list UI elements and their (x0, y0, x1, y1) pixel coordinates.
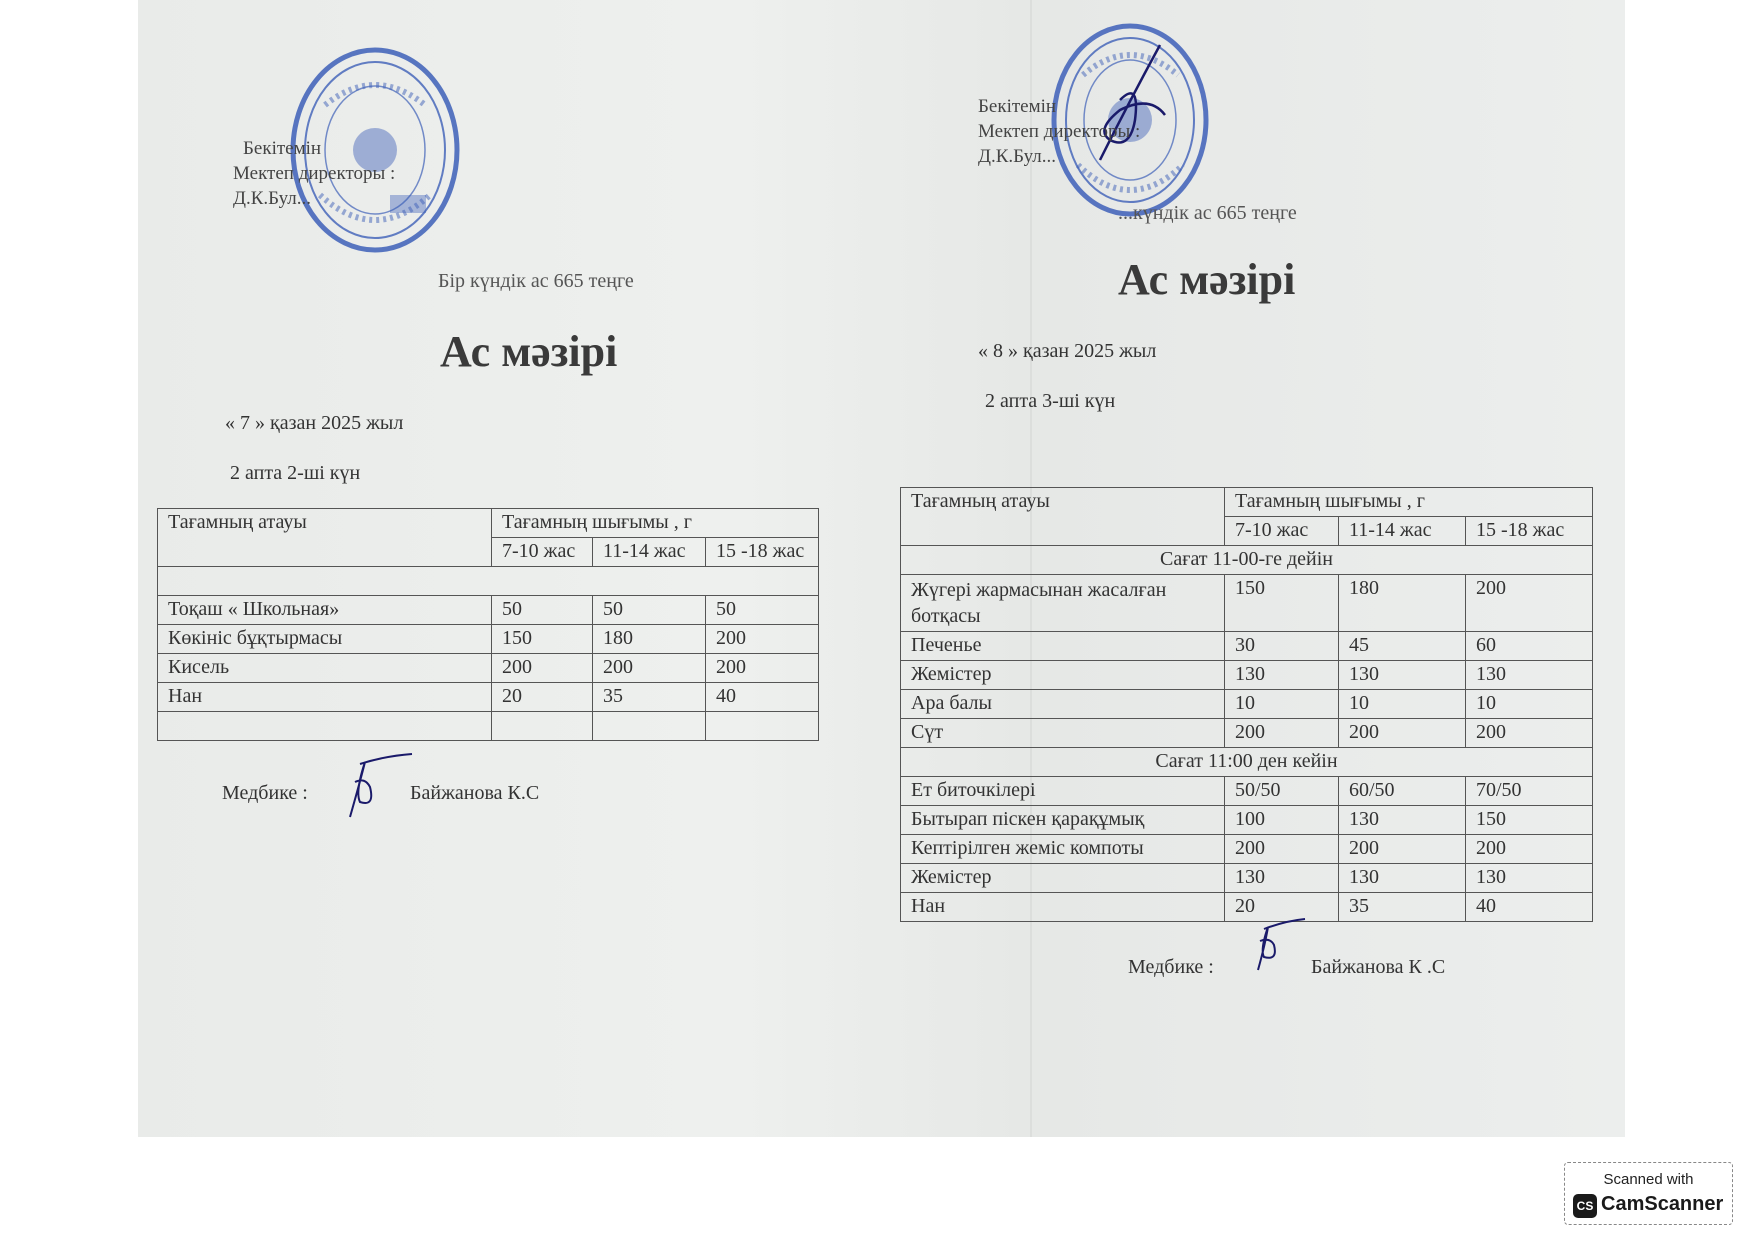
amount: 180 (1339, 575, 1466, 632)
amount: 200 (1225, 719, 1339, 748)
amount: 50 (706, 596, 819, 625)
dish-name: Ет биточкілері (901, 777, 1225, 806)
table-row (901, 575, 1593, 632)
dish-name: Кептірілген жеміс компоты (901, 835, 1225, 864)
nurse-name-left: Байжанова К.С (410, 782, 540, 804)
header-dish-name: Тағамның атауы (158, 509, 492, 567)
menu-title-right: Ас мәзірі (1118, 255, 1296, 304)
daily-cost-left: Бір күндік ас 665 теңге (438, 270, 634, 292)
approval-line3: Д.К.Бул... (978, 146, 1056, 167)
dish-name: Сүт (901, 719, 1225, 748)
amount: 130 (1339, 661, 1466, 690)
nurse-label-right: Медбике : (1128, 956, 1214, 978)
amount: 20 (1225, 893, 1339, 922)
amount: 60/50 (1339, 777, 1466, 806)
table-row (158, 654, 819, 683)
amount: 130 (1466, 661, 1593, 690)
amount: 200 (706, 625, 819, 654)
menu-title-left: Ас мәзірі (440, 327, 618, 376)
amount: 200 (1225, 835, 1339, 864)
header-dish-name: Тағамның атауы (901, 488, 1225, 546)
age-group: 7-10 жас (1225, 517, 1339, 546)
dish-name: Нан (158, 683, 492, 712)
table-row (901, 893, 1593, 922)
age-group: 11-14 жас (1339, 517, 1466, 546)
table-row-empty (158, 712, 819, 741)
dish-name: Жемістер (901, 864, 1225, 893)
approval-line2: Мектеп директоры : (233, 163, 396, 184)
header-amount: Тағамның шығымы , г (1225, 488, 1593, 517)
dish-name: Жүгері жармасынан жасалған ботқасы (901, 575, 1225, 632)
amount: 200 (1339, 719, 1466, 748)
dish-name: Көкініс бұқтырмасы (158, 625, 492, 654)
amount: 50/50 (1225, 777, 1339, 806)
age-group: 15 -18 жас (706, 538, 819, 567)
approval-line1: Бекітемін (243, 138, 322, 159)
dish-name: Бытырап піскен қарақұмық (901, 806, 1225, 835)
daily-cost-right: ...күндік ас 665 теңге (1118, 202, 1297, 224)
amount: 40 (1466, 893, 1593, 922)
menu-date-left: « 7 » қазан 2025 жыл (225, 412, 404, 434)
camscanner-name: CamScanner (1601, 1193, 1724, 1215)
amount: 35 (593, 683, 706, 712)
amount: 60 (1466, 632, 1593, 661)
section-after-11: Сағат 11:00 ден кейін (901, 748, 1593, 777)
age-group: 11-14 жас (593, 538, 706, 567)
amount: 200 (1466, 835, 1593, 864)
amount: 130 (1339, 806, 1466, 835)
header-amount: Тағамның шығымы , г (492, 509, 819, 538)
amount: 10 (1339, 690, 1466, 719)
nurse-signature-right (1250, 915, 1310, 975)
menu-table-left (157, 508, 819, 741)
dish-name: Печенье (901, 632, 1225, 661)
menu-date-right: « 8 » қазан 2025 жыл (978, 340, 1157, 362)
approval-block-left (233, 136, 395, 211)
amount: 130 (1225, 864, 1339, 893)
table-row (901, 661, 1593, 690)
nurse-signature-left (340, 752, 420, 822)
amount: 200 (492, 654, 593, 683)
amount: 200 (1339, 835, 1466, 864)
age-group: 15 -18 жас (1466, 517, 1593, 546)
approval-line1: Бекітемін (978, 96, 1057, 117)
approval-block-right (978, 94, 1140, 169)
amount: 30 (1225, 632, 1339, 661)
amount: 50 (492, 596, 593, 625)
amount: 150 (492, 625, 593, 654)
table-row-empty (158, 567, 819, 596)
amount: 40 (706, 683, 819, 712)
scanned-with-label: Scanned with (1603, 1171, 1694, 1188)
dish-name: Кисель (158, 654, 492, 683)
table-row (158, 625, 819, 654)
camscanner-logo-icon: CS (1573, 1194, 1597, 1218)
table-row (158, 596, 819, 625)
amount: 200 (593, 654, 706, 683)
table-row (901, 719, 1593, 748)
dish-name: Жемістер (901, 661, 1225, 690)
dish-name: Нан (901, 893, 1225, 922)
table-row (901, 777, 1593, 806)
table-row (901, 864, 1593, 893)
amount: 150 (1466, 806, 1593, 835)
table-row (901, 806, 1593, 835)
amount: 130 (1225, 661, 1339, 690)
approval-line3: Д.К.Бул... (233, 188, 311, 209)
dish-name: Ара балы (901, 690, 1225, 719)
camscanner-badge (1564, 1162, 1733, 1225)
section-before-11: Сағат 11-00-ге дейін (901, 546, 1593, 575)
amount: 200 (706, 654, 819, 683)
table-row (901, 835, 1593, 864)
nurse-name-right: Байжанова К .С (1311, 956, 1446, 978)
table-row (901, 690, 1593, 719)
amount: 200 (1466, 719, 1593, 748)
amount: 130 (1339, 864, 1466, 893)
age-group: 7-10 жас (492, 538, 593, 567)
dish-name: Тоқаш « Школьная» (158, 596, 492, 625)
amount: 20 (492, 683, 593, 712)
amount: 130 (1466, 864, 1593, 893)
table-row (158, 683, 819, 712)
week-day-right: 2 апта 3-ші күн (985, 390, 1116, 412)
week-day-left: 2 апта 2-ші күн (230, 462, 361, 484)
menu-table-right (900, 487, 1593, 922)
amount: 10 (1225, 690, 1339, 719)
table-row (901, 632, 1593, 661)
amount: 45 (1339, 632, 1466, 661)
amount: 150 (1225, 575, 1339, 632)
amount: 35 (1339, 893, 1466, 922)
approval-line2: Мектеп директоры : (978, 121, 1141, 142)
amount: 70/50 (1466, 777, 1593, 806)
amount: 10 (1466, 690, 1593, 719)
amount: 50 (593, 596, 706, 625)
amount: 100 (1225, 806, 1339, 835)
amount: 200 (1466, 575, 1593, 632)
amount: 180 (593, 625, 706, 654)
nurse-label-left: Медбике : (222, 782, 308, 804)
